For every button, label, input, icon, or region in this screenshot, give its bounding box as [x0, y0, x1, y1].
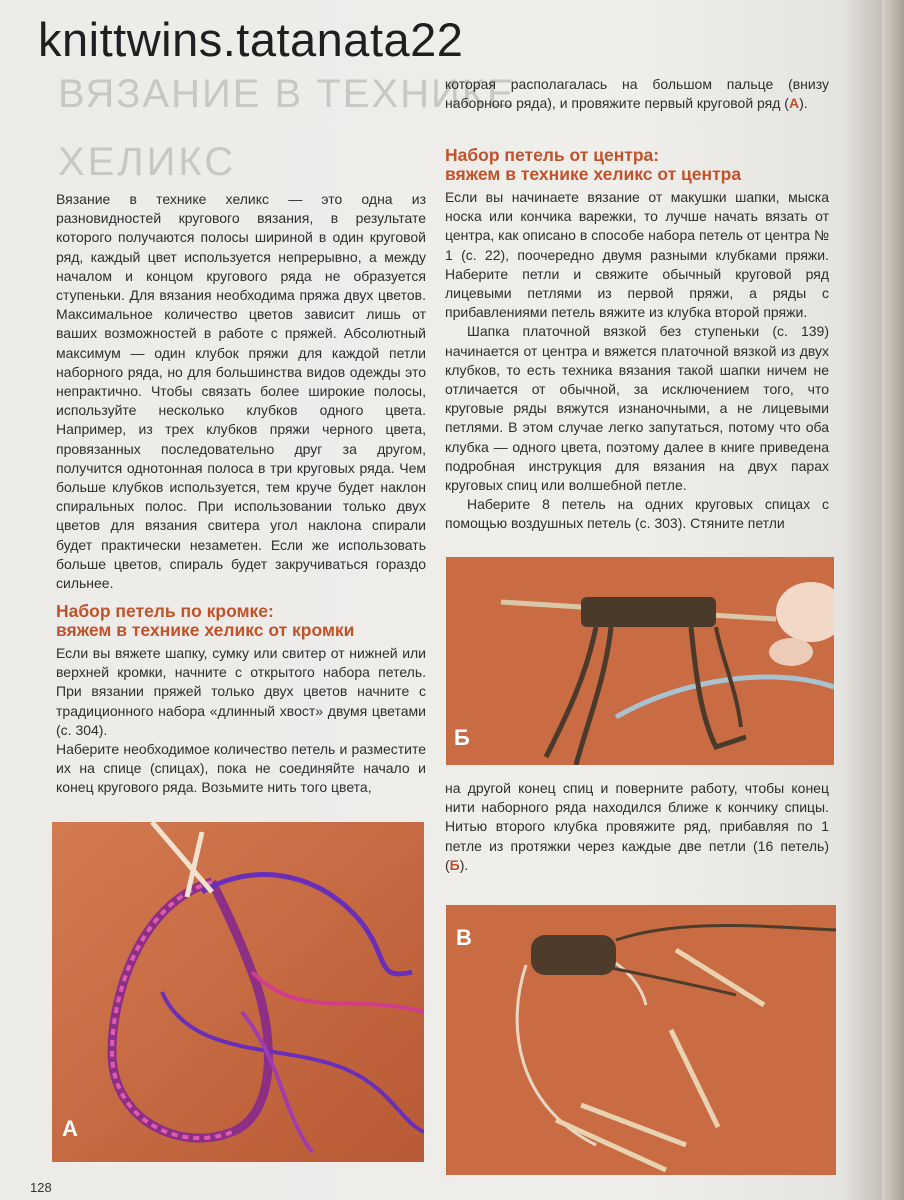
- right-continuation-end: ).: [799, 95, 808, 112]
- section2-paragraph-2: Шапка платочной вязкой без ступеньки (с. 139) начинается от центра и вяжется платочной вязкой из двух клубков, то есть техника вязания такой шапки ничем не отличается от обычной, за исключением того, что круговые ряды вяжутся изнаночными, а не лицевыми петлями. В этом случае легко запутаться, потому что оба клубка — одного цвета, поэтому далее в книге приведена подробная инструкция для вязания на двух парах круговых спиц или волшебной петле.: [445, 323, 829, 494]
- photo-v-image: [446, 905, 836, 1175]
- photo-b-label: Б: [454, 725, 470, 750]
- photo-a: [52, 822, 424, 1162]
- section1-heading: [56, 602, 354, 640]
- figure-ref-b: Б: [449, 856, 460, 873]
- section2-paragraph-4: на другой конец спиц и поверните работу, чтобы конец нити наборного ряда находился ближе к кончику спицы. Нитью второго клубка провяжите ряд, прибавляя по 1 петле из протяжки через каждые две петли (16 петель) (: [445, 780, 829, 873]
- figure-ref-a: А: [788, 95, 800, 112]
- photo-v-label: В: [456, 925, 472, 950]
- section2-heading-line1: Набор петель от центра:: [445, 145, 660, 165]
- section2-heading: [445, 146, 741, 184]
- right-continuation: [445, 75, 829, 113]
- chapter-title-line2: ХЕЛИКС: [58, 140, 237, 184]
- section1-heading-line2: вяжем в технике хеликс от кромки: [56, 620, 355, 640]
- section2-heading-line2: вяжем в технике хеликс от центра: [445, 164, 742, 184]
- photo-b-image: [446, 557, 834, 765]
- photo-a-label: А: [62, 1116, 78, 1141]
- photo-v: [446, 905, 836, 1175]
- intro-text: Вязание в технике хеликс — это одна из разновидностей кругового вязания, в результате которого получаются полосы шириной в один круговой ряд, каждый цвет используется непрерывно, а между началом и концом кругового ряда не образуется ступеньки. Для вязания необходима пряжа двух цветов. Максимальное количество цветов зависит лишь от ваших возможностей в работе с пряжей. Абсолютный максимум — один клубок пряжи для каждой петли наборного ряда, но для большинства видов одежды это непрактично. Чтобы связать более широкие полосы, используйте несколько клубков одного цвета. Например, из трех клубков пряжи черного цвета, провязанных последовательно друг за другом, получится однотонная полоса в три круговых ряда. Чем больше клубков используется, тем круче будет наклон спиральных полос. При использовании только двух цветов для вязания свитера угол наклона спирали будет практически незаметен. Если же использовать больше цветов, спираль будет закручиваться гораздо сильнее.: [56, 191, 426, 592]
- section2-paragraph-1: Если вы начинаете вязание от макушки шапки, мыска носка или кончика варежки, то лучше начать вязать от центра, как описано в способе набора петель от центра № 1 (с. 22), поочередно двумя разными клубками пряжи. Наберите петли и свяжите обычный круговой ряд лицевыми петлями из первой пряжи, а ряды с прибавлениями петель вяжите из клубка второй пряжи.: [445, 189, 829, 321]
- photo-a-image: [52, 822, 424, 1162]
- chapter-title-line1: ВЯЗАНИЕ В ТЕХНИКЕ: [58, 72, 516, 116]
- watermark-text: knittwins.tatanata22: [38, 13, 464, 66]
- section1-paragraph-1: Если вы вяжете шапку, сумку или свитер от нижней или верхней кромки, начните с открытого набора петель. При вязании пряжей только двух цветов начните с традиционного набора «длинный хвост» двумя цветами (с. 304).: [56, 645, 426, 738]
- right-continuation-text: которая располагалась на большом пальце (внизу наборного ряда), и провяжите первый круговой ряд (: [445, 76, 829, 112]
- intro-paragraph: [56, 190, 426, 593]
- page-number: 128: [30, 1180, 52, 1195]
- page-edge: [882, 0, 904, 1200]
- photo-b: [446, 557, 834, 765]
- section1-body: [56, 644, 426, 798]
- section1-heading-line1: Набор петель по кромке:: [56, 601, 274, 621]
- section2-continued: [445, 779, 829, 875]
- section2-paragraph-3: Наберите 8 петель на одних круговых спицах с помощью воздушных петель (с. 303). Стяните петли: [445, 496, 829, 532]
- section2-body: [445, 188, 829, 534]
- section1-paragraph-2: Наберите необходимое количество петель и разместите их на спице (спицах), пока не соединяйте начало и конец кругового ряда. Возьмите нить того цвета,: [56, 741, 426, 796]
- section2-paragraph-4-end: ).: [459, 856, 469, 873]
